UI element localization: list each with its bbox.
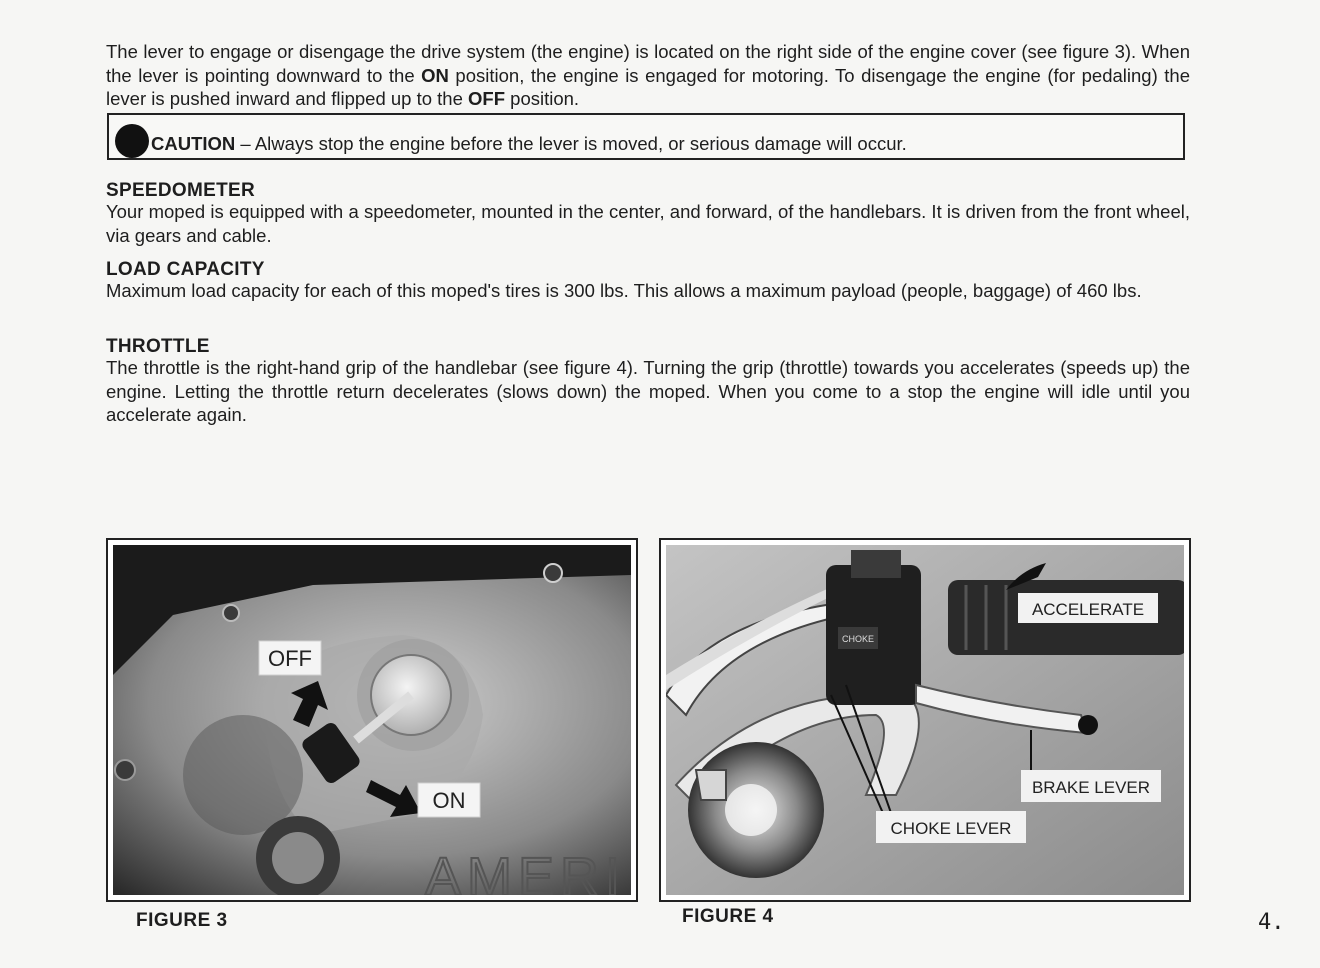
throttle-text: The throttle is the right-hand grip of the handlebar (see figure 4). Turning the grip (throttle) towards you accelerates (speeds up) the engine. Letting the throttle return decelerates (slows down) the moped. When you come to a stop the engine will idle until you accelerate again. <box>106 357 1190 425</box>
figure-3-caption: FIGURE 3 <box>136 910 228 931</box>
caution-bullet-icon <box>115 124 149 158</box>
cover-brand-text: AMERI <box>425 847 627 895</box>
figure-4-caption: FIGURE 4 <box>682 906 774 927</box>
off-label: OFF <box>268 646 312 671</box>
speedometer-text: Your moped is equipped with a speedometer, mounted in the center, and forward, of the handlebars. It is driven from the front wheel, via gears and cable. <box>106 201 1190 246</box>
load-capacity-heading: LOAD CAPACITY <box>106 259 265 280</box>
caution-box <box>107 113 1185 160</box>
choke-lever-label: CHOKE LEVER <box>890 819 1012 838</box>
caution-text: CAUTION – Always stop the engine before the lever is moved, or serious damage will occur. <box>151 133 907 154</box>
caution-label: CAUTION <box>151 133 236 154</box>
intro-paragraph: The lever to engage or disengage the drive system (the engine) is located on the right side of the engine cover (see figure 3). When the lever is pointing downward to the ON position, the engine is engaged for motoring. To disengage the engine (for pedaling) the lever is pushed inward and flipped up to the OFF position. <box>106 41 1190 109</box>
load-capacity-text: Maximum load capacity for each of this moped's tires is 300 lbs. This allows a maximum payload (people, baggage) of 460 lbs. <box>106 280 1142 301</box>
speedometer-heading: SPEEDOMETER <box>106 180 255 201</box>
accelerate-label: ACCELERATE <box>1031 600 1145 619</box>
page-number: 4. <box>1258 910 1285 935</box>
choke-switch-label: CHOKE <box>841 634 875 644</box>
throttle-heading: THROTTLE <box>106 336 210 357</box>
figure-3-photo <box>106 538 638 902</box>
off-keyword: OFF <box>468 88 506 109</box>
engine-cover-illustration <box>113 545 631 895</box>
handlebar-illustration <box>666 545 1184 895</box>
on-keyword: ON <box>421 64 449 86</box>
brake-lever-label: BRAKE LEVER <box>1031 778 1151 797</box>
figure-4-photo <box>659 538 1191 902</box>
on-label: ON <box>432 788 466 813</box>
